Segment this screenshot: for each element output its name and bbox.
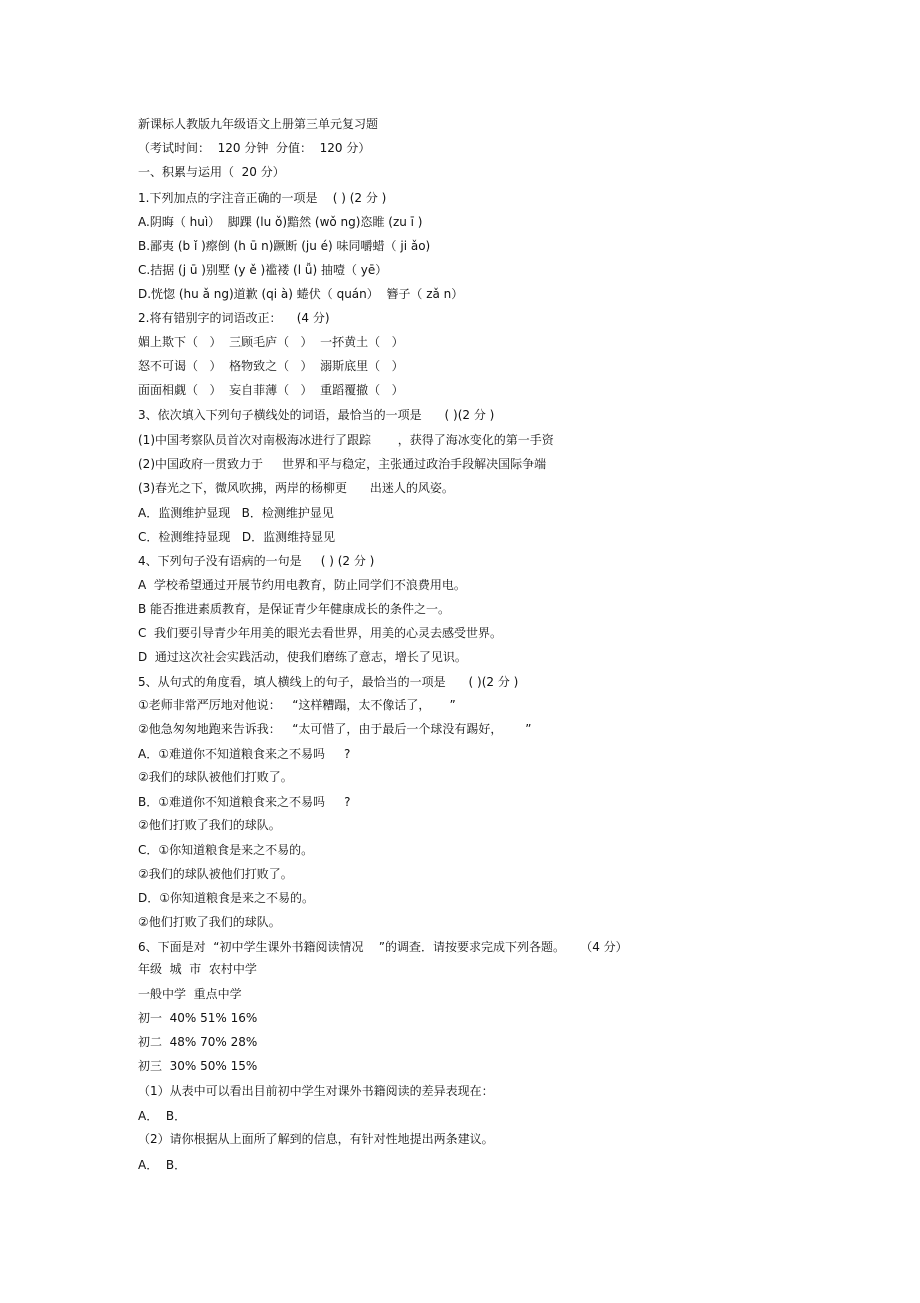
- q5-option-d-1: D．①你知道粮食是来之不易的。: [138, 891, 314, 905]
- question-1: 1.下列加点的字注音正确的一项是 ( ) (2 分 ): [138, 191, 387, 205]
- q6-sub-1-answer: A． B．: [138, 1109, 187, 1123]
- q2-row-3: 面面相觑（ ） 妄自菲薄（ ） 重蹈覆撤（ ）: [138, 383, 404, 397]
- q5-sentence-1: ①老师非常严厉地对他说： “这样糟蹋，太不像话了， ”: [138, 698, 456, 712]
- q4-option-b: B 能否推进素质教育，是保证青少年健康成长的条件之一。: [138, 602, 451, 616]
- q5-option-a-2: ②我们的球队被他们打败了。: [138, 770, 293, 784]
- q3-options-ab: A．监测维护显现 B．检测维护显见: [138, 506, 334, 520]
- q6-table-row-3: 初三 30% 50% 15%: [138, 1059, 258, 1073]
- q6-sub-2: （2）请你根据从上面所了解到的信息，有针对性地提出两条建议。: [138, 1132, 494, 1146]
- q1-option-b: B.鄙夷 (b ǐ )瘵倒 (h ū n)蹶断 (ju é) 味同嚼蜡（ ji ǎo): [138, 239, 431, 253]
- q4-option-c: C 我们要引导青少年用美的眼光去看世界，用美的心灵去感受世界。: [138, 626, 503, 640]
- q1-option-a: A.阴晦（ huì） 脚踝 (lu ǒ)黯然 (wǒ ng)恣睢 (zu ī ): [138, 215, 423, 229]
- q3-options-cd: C．检测维持显现 D．监测维持显见: [138, 530, 336, 544]
- q5-option-c-1: C．①你知道粮食是来之不易的。: [138, 843, 314, 857]
- section-heading: 一、积累与运用（ 20 分）: [138, 165, 285, 179]
- q6-sub-2-answer: A． B．: [138, 1158, 187, 1172]
- q5-option-a-1: A．①难道你不知道粮食来之不易吗 ?: [138, 747, 351, 761]
- q1-option-c: C.拮据 (j ū )别墅 (y ě )褴褛 (l ǚ) 抽噎（ yē）: [138, 263, 388, 277]
- q3-sentence-3: (3)春光之下，微风吹拂，两岸的杨柳更 出迷人的风姿。: [138, 481, 454, 495]
- q4-option-a: A 学校希望通过开展节约用电教育，防止同学们不浪费用电。: [138, 578, 466, 592]
- question-3: 3、依次填入下列句子横线处的词语，最恰当的一项是 ( )(2 分 ): [138, 408, 495, 422]
- q5-option-c-2: ②我们的球队被他们打败了。: [138, 867, 293, 881]
- q1-option-d: D.恍惚 (hu ǎ ng)道歉 (qi à) 蜷伏（ quán） 簪子（ zǎ n）: [138, 287, 464, 301]
- q6-table-header-1: 年级 城 市 农村中学: [138, 962, 257, 976]
- q4-option-d: D 通过这次社会实践活动，使我们磨练了意志，增长了见识。: [138, 650, 467, 664]
- q5-option-b-2: ②他们打败了我们的球队。: [138, 818, 281, 832]
- q3-sentence-2: (2)中国政府一贯致力于 世界和平与稳定，主张通过政治手段解决国际争端: [138, 457, 547, 471]
- exam-info: （考试时间： 120 分钟 分值： 120 分）: [138, 141, 371, 155]
- question-6: 6、下面是对 “初中学生课外书籍阅读情况 ”的调查．请按要求完成下列各题。 （4 分）: [138, 940, 628, 954]
- doc-title: 新课标人教版九年级语文上册第三单元复习题: [138, 117, 379, 131]
- q6-table-header-2: 一般中学 重点中学: [138, 987, 242, 1001]
- question-4: 4、下列句子没有语病的一句是 ( ) (2 分 ): [138, 554, 375, 568]
- question-2: 2.将有错别字的词语改正： (4 分): [138, 311, 330, 325]
- q5-sentence-2: ②他急匆匆地跑来告诉我： “太可惜了，由于最后一个球没有踢好， ”: [138, 722, 532, 736]
- q2-row-2: 怒不可谒（ ） 格物致之（ ） 溺斯底里（ ）: [138, 359, 404, 373]
- question-5: 5、从句式的角度看，填人横线上的句子，最恰当的一项是 ( )(2 分 ): [138, 675, 519, 689]
- q2-row-1: 媚上欺下（ ） 三顾毛庐（ ） 一抔黄土（ ）: [138, 335, 404, 349]
- q5-option-d-2: ②他们打败了我们的球队。: [138, 915, 281, 929]
- q6-sub-1: （1）从表中可以看出目前初中学生对课外书籍阅读的差异表现在：: [138, 1084, 494, 1098]
- q6-table-row-2: 初二 48% 70% 28%: [138, 1035, 258, 1049]
- q5-option-b-1: B．①难道你不知道粮食来之不易吗 ?: [138, 795, 351, 809]
- q3-sentence-1: (1)中国考察队员首次对南极海冰进行了跟踪 ，获得了海冰变化的第一手资: [138, 433, 554, 447]
- q6-table-row-1: 初一 40% 51% 16%: [138, 1011, 258, 1025]
